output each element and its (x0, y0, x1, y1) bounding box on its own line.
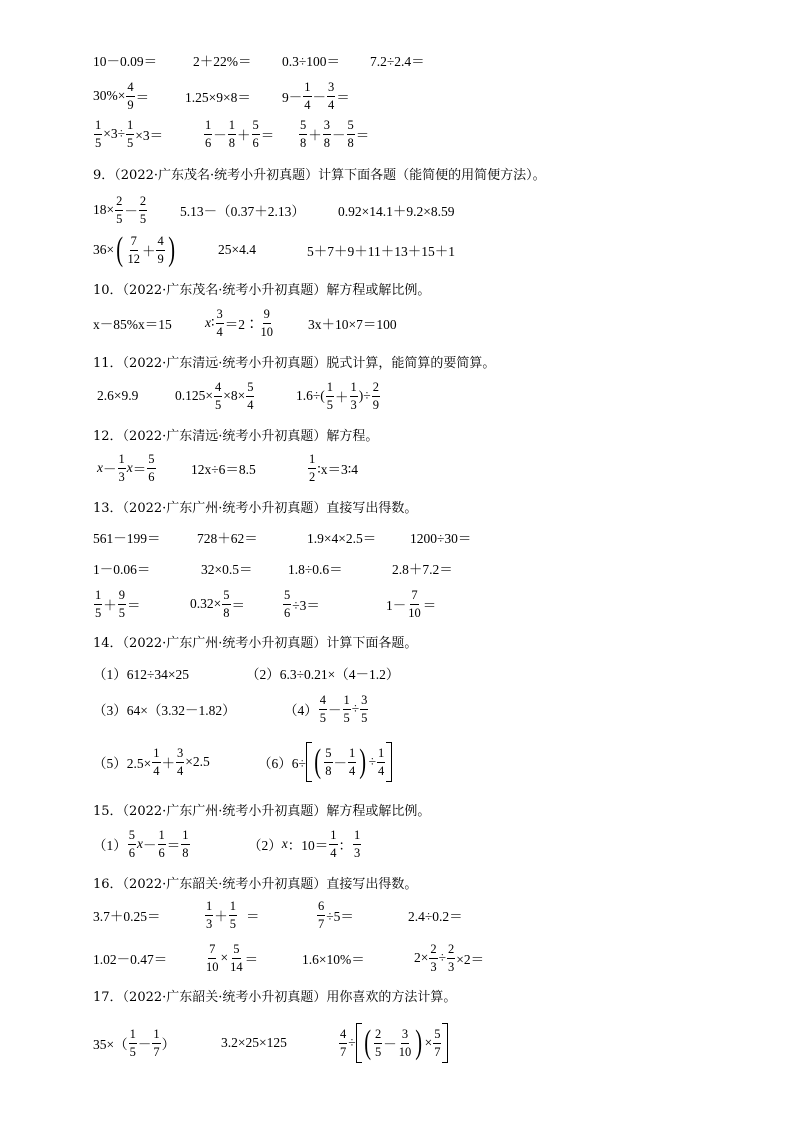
fraction: $\frac{1}{5}$ (326, 380, 334, 412)
bracket (306, 742, 312, 782)
fraction: $\frac{2}{3}$ (430, 942, 437, 974)
fraction: $\frac{5}{8}$ (347, 118, 354, 150)
bracket: ) (359, 743, 367, 780)
q10-row (0, 303, 794, 343)
fraction: $\frac{5}{14}$ (230, 942, 243, 974)
q14-row-2 (0, 689, 794, 729)
expr: （3）64×（3.32－1.82） (93, 703, 236, 718)
expr: 1.02－0.47＝ (93, 952, 168, 967)
fraction: $\frac{2}{5}$ (375, 1027, 382, 1059)
expr: $\frac{5}{8}$ ＋ $\frac{3}{8}$ － $\frac{5}{8}$ ＝ (300, 118, 370, 150)
expr: 9－ $\frac{1}{4}$ － $\frac{3}{4}$ ＝ (282, 80, 350, 112)
fraction: $\frac{9}{5}$ (118, 588, 125, 620)
expr: 12x÷6＝8.5 (191, 462, 256, 477)
fraction: $\frac{1}{5}$ (95, 588, 102, 620)
fraction: $\frac{3}{5}$ (361, 693, 368, 725)
expr: （2）6.3÷0.21×（4－1.2） (246, 667, 400, 682)
expr: 0.3÷100＝ (282, 54, 341, 69)
expr: $\frac{1}{5}$ ＋ $\frac{9}{5}$ ＝ (95, 588, 141, 620)
expr: 1.9×4×2.5＝ (307, 531, 377, 546)
fraction: $\frac{1}{5}$ (129, 1027, 136, 1059)
expr: $\frac{4}{7}$ ÷ ( $\frac{2}{5}$ － $\frac{3}{10}$ ) × $\frac{5}{7}$ (338, 1023, 448, 1063)
expr: 1.6÷( $\frac{1}{5}$ ＋ $\frac{1}{3}$ )÷ $\frac{2}{9}$ (296, 380, 379, 412)
expr: 5.13－（0.37＋2.13） (180, 204, 305, 219)
fraction: $\frac{5}{6}$ (284, 588, 291, 620)
fraction: $\frac{1}{5}$ (127, 118, 134, 150)
fraction: $\frac{1}{3}$ (118, 452, 125, 484)
expr: 0.125× $\frac{4}{5}$ ×8× $\frac{5}{4}$ (175, 380, 254, 412)
expr: x－85%x＝15 (93, 317, 172, 332)
expr: $\frac{7}{10}$ × $\frac{5}{14}$ ＝ (206, 942, 259, 974)
question-11-heading: 11．（2022·广东清远·统考小升初真题）脱式计算，能简算的要简算。 (93, 356, 496, 371)
fraction: $\frac{5}{6}$ (252, 118, 259, 150)
expr: 32×0.5＝ (201, 562, 253, 577)
q9-row-1 (0, 190, 794, 230)
fraction: $\frac{5}{8}$ (325, 746, 332, 778)
fraction: $\frac{1}{5}$ (229, 899, 236, 931)
fraction: $\frac{2}{5}$ (116, 194, 123, 226)
expr: 2.6×9.9 (97, 388, 139, 403)
question-16-heading: 16．（2022·广东韶关·统考小升初真题）直接写出得数。 (93, 877, 418, 892)
q15-row (0, 824, 794, 864)
fraction: $\frac{4}{5}$ (215, 380, 222, 412)
expr: （1） $\frac{5}{6}$ x － $\frac{1}{6}$ ＝ $\frac{1}{8}$ (93, 828, 189, 860)
expr: （5）2.5× $\frac{1}{4}$ ＋ $\frac{3}{4}$ ×2.5 (93, 746, 210, 778)
fraction: $\frac{1}{2}$ (309, 452, 316, 484)
fraction: $\frac{2}{5}$ (139, 194, 147, 226)
question-9-heading: 9．（2022·广东茂名·统考小升初真题）计算下面各题（能简便的用简便方法）。 (93, 168, 546, 183)
expr: 10－0.09＝ (93, 54, 158, 69)
bracket: ) (415, 1024, 423, 1061)
fraction: $\frac{3}{10}$ (398, 1027, 412, 1059)
expr: 25×4.4 (218, 242, 256, 257)
q13-row-2 (0, 548, 794, 588)
expr: 30%× $\frac{4}{9}$ ＝ (93, 80, 150, 112)
fraction: $\frac{1}{3}$ (350, 380, 357, 412)
fraction: $\frac{1}{5}$ (95, 118, 102, 150)
fraction: $\frac{1}{6}$ (205, 118, 212, 150)
fraction: $\frac{3}{4}$ (177, 746, 184, 778)
expr: 35×（ $\frac{1}{5}$ － $\frac{1}{7}$ ） (93, 1027, 176, 1059)
fraction: $\frac{7}{12}$ (127, 234, 140, 266)
question-13-heading: 13．（2022·广东广州·统考小升初真题）直接写出得数。 (93, 501, 418, 516)
question-14-heading: 14．（2022·广东广州·统考小升初真题）计算下面各题。 (93, 636, 418, 651)
fraction: $\frac{1}{4}$ (304, 80, 311, 112)
expr: （1）612÷34×25 (93, 667, 190, 682)
bracket: ( (116, 231, 124, 268)
fraction: $\frac{1}{5}$ (343, 693, 350, 725)
expr: $\frac{1}{2}$ ∶x＝3∶4 (309, 452, 359, 484)
expr: 3x＋10×7＝100 (308, 317, 397, 332)
expr: 0.32× $\frac{5}{8}$ ＝ (190, 588, 245, 620)
expr: 1200÷30＝ (410, 531, 472, 546)
fraction: $\frac{1}{4}$ (330, 828, 337, 860)
q16-row-1 (0, 895, 794, 935)
q9-row-2 (0, 230, 794, 270)
expr: 1.25×9×8＝ (185, 90, 251, 105)
fraction: $\frac{3}{4}$ (216, 307, 223, 339)
q13-row-3 (0, 584, 794, 624)
expr: 36× ( $\frac{7}{12}$ ＋ $\frac{4}{9}$ ) (93, 231, 175, 268)
expr: x ∶ $\frac{3}{4}$ ＝2∶ $\frac{9}{10}$ (205, 307, 274, 339)
fraction: $\frac{1}{7}$ (153, 1027, 160, 1059)
fraction: $\frac{5}{8}$ (223, 588, 230, 620)
expr: 2.4÷0.2＝ (408, 909, 463, 924)
expr: 3.2×25×125 (221, 1035, 287, 1050)
fraction: $\frac{9}{10}$ (260, 307, 274, 339)
fraction: $\frac{1}{3}$ (354, 828, 361, 860)
expr: 0.92×14.1＋9.2×8.59 (338, 204, 455, 219)
fraction: $\frac{3}{4}$ (328, 80, 335, 112)
expr: 1－ $\frac{7}{10}$ ＝ (386, 588, 437, 620)
expr: 1.8÷0.6＝ (288, 562, 343, 577)
question-17-heading: 17．（2022·广东韶关·统考小升初真题）用你喜欢的方法计算。 (93, 990, 457, 1005)
expr: （6）6÷ ( $\frac{5}{8}$ － $\frac{1}{4}$ ) ÷ $\frac{1}{4}$ (258, 742, 392, 782)
fraction: $\frac{1}{4}$ (349, 746, 356, 778)
fraction: $\frac{1}{6}$ (158, 828, 165, 860)
q12-row (0, 448, 794, 488)
expr: （2） x ：10＝ $\frac{1}{4}$ ： $\frac{1}{3}$ (248, 828, 361, 860)
fraction: $\frac{4}{9}$ (127, 80, 134, 112)
expr: 1.6×10%＝ (302, 952, 365, 967)
q17-row (0, 1023, 794, 1063)
expr: 1－0.06＝ (93, 562, 151, 577)
expr: x － $\frac{1}{3}$ x ＝ $\frac{5}{6}$ (97, 452, 155, 484)
fraction: $\frac{7}{10}$ (408, 588, 421, 620)
expr: 728＋62＝ (197, 531, 258, 546)
expr: $\frac{6}{7}$ ÷5＝ (318, 899, 354, 931)
bracket: ( (314, 743, 321, 780)
bracket: ( (363, 1024, 371, 1061)
expr: $\frac{1}{3}$ ＋ $\frac{1}{5}$ ＝ (206, 899, 260, 931)
bracket: ) (167, 231, 175, 268)
expr: $\frac{1}{6}$ － $\frac{1}{8}$ ＋ $\frac{5}{6}$ ＝ (205, 118, 275, 150)
fraction: $\frac{2}{9}$ (372, 380, 379, 412)
row-1 (0, 40, 794, 80)
fraction: $\frac{4}{7}$ (340, 1027, 347, 1059)
bracket (356, 1023, 362, 1063)
expr: 2× $\frac{2}{3}$ ÷ $\frac{2}{3}$ ×2＝ (414, 942, 485, 974)
q16-row-2 (0, 938, 794, 978)
expr: 561－199＝ (93, 531, 161, 546)
row-2 (0, 76, 794, 116)
q14-row-1 (0, 653, 794, 693)
fraction: $\frac{1}{4}$ (378, 746, 385, 778)
fraction: $\frac{5}{6}$ (128, 828, 135, 860)
expr: 2＋22%＝ (193, 54, 252, 69)
fraction: $\frac{3}{8}$ (323, 118, 330, 150)
fraction: $\frac{1}{8}$ (182, 828, 189, 860)
fraction: $\frac{5}{4}$ (247, 380, 254, 412)
question-10-heading: 10．（2022·广东茂名·统考小升初真题）解方程或解比例。 (93, 283, 431, 298)
fraction: $\frac{2}{3}$ (448, 942, 455, 974)
expr: $\frac{1}{5}$ ×3÷ $\frac{1}{5}$ ×3＝ (95, 118, 164, 150)
expr: 2.8＋7.2＝ (392, 562, 453, 577)
question-15-heading: 15．（2022·广东广州·统考小升初真题）解方程或解比例。 (93, 804, 431, 819)
q11-row (0, 376, 794, 416)
expr: 5＋7＋9＋11＋13＋15＋1 (307, 244, 455, 259)
fraction: $\frac{7}{10}$ (206, 942, 219, 974)
bracket (442, 1023, 448, 1063)
expr: 3.7＋0.25＝ (93, 909, 161, 924)
fraction: $\frac{1}{8}$ (228, 118, 235, 150)
fraction: $\frac{5}{7}$ (434, 1027, 441, 1059)
fraction: $\frac{4}{5}$ (319, 693, 326, 725)
bracket (386, 742, 392, 782)
fraction: $\frac{5}{6}$ (148, 452, 155, 484)
fraction: $\frac{1}{3}$ (206, 899, 213, 931)
fraction: $\frac{4}{9}$ (157, 234, 164, 266)
expr: 18× $\frac{2}{5}$ － $\frac{2}{5}$ (93, 194, 147, 226)
fraction: $\frac{6}{7}$ (318, 899, 325, 931)
expr: （4） $\frac{4}{5}$ － $\frac{1}{5}$ ÷ $\frac{3}{5}$ (284, 693, 368, 725)
expr: $\frac{5}{6}$ ÷3＝ (284, 588, 320, 620)
expr: 7.2÷2.4＝ (370, 54, 425, 69)
fraction: $\frac{5}{8}$ (300, 118, 307, 150)
question-12-heading: 12．（2022·广东清远·统考小升初真题）解方程。 (93, 429, 379, 444)
fraction: $\frac{1}{4}$ (153, 746, 160, 778)
row-3 (0, 114, 794, 154)
q14-row-3 (0, 742, 794, 782)
